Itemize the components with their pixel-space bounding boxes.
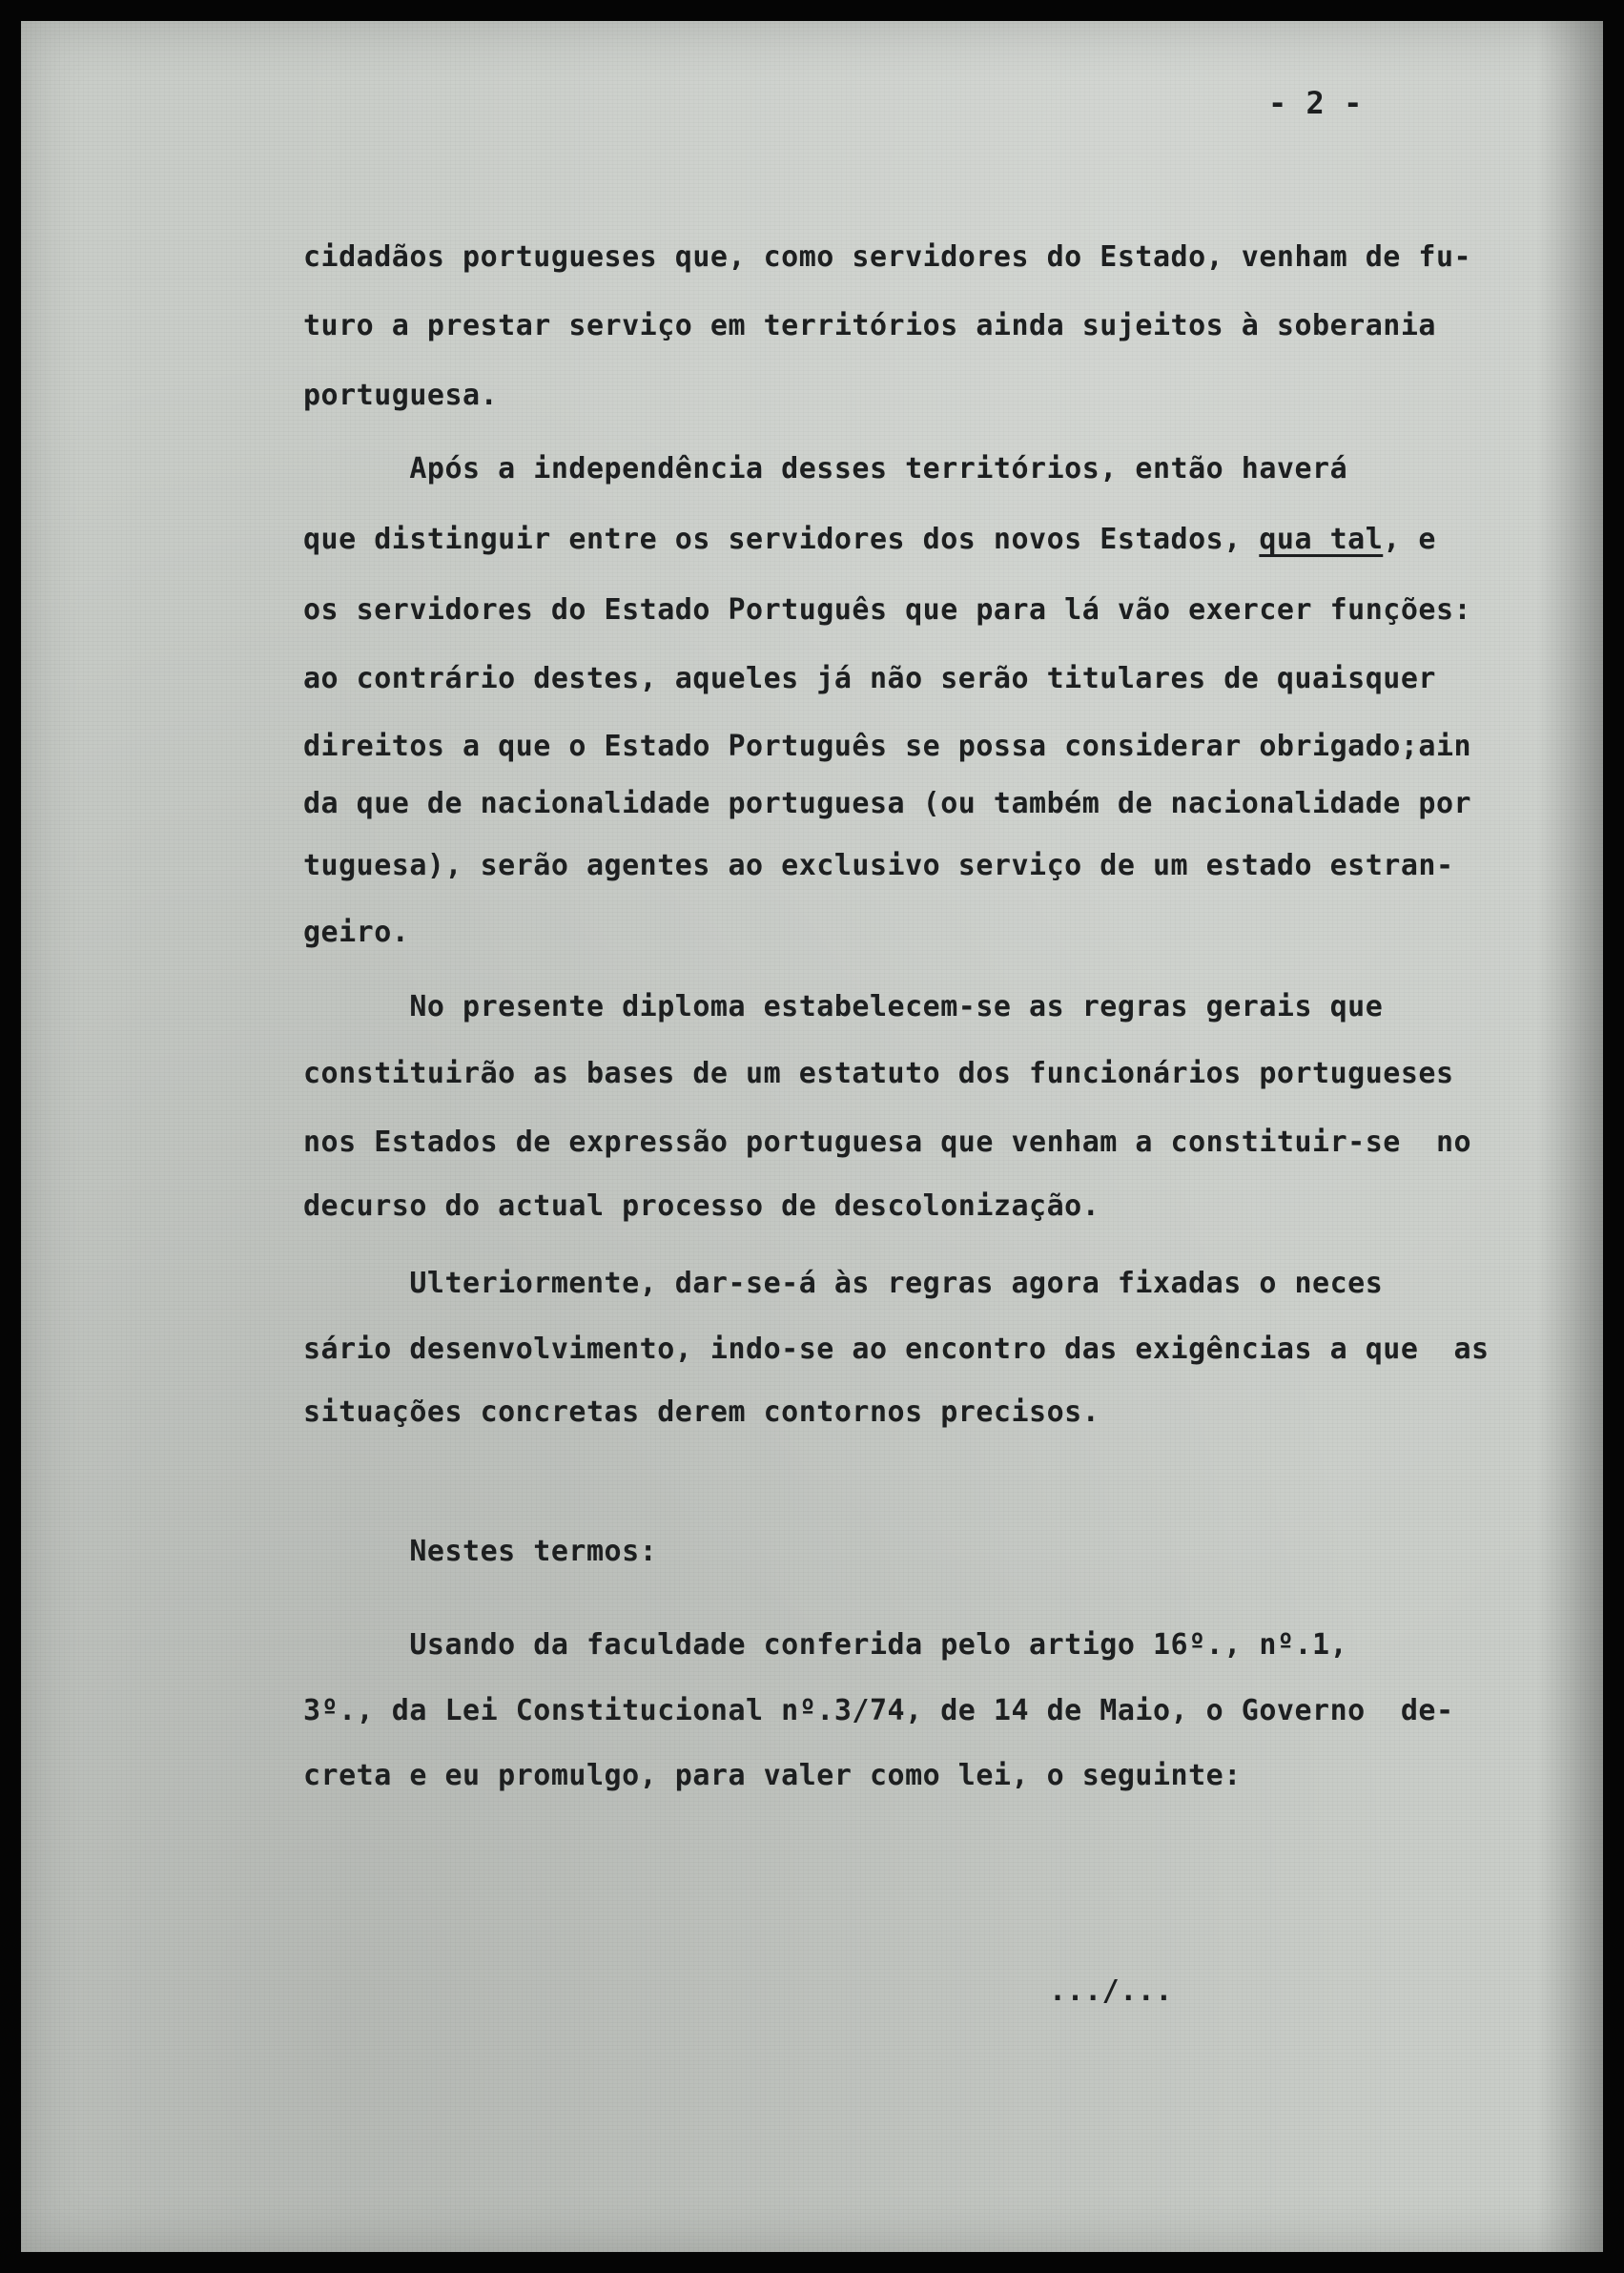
paragraph-2-line-8: geiro. <box>303 916 410 949</box>
paragraph-2-line-6: da que de nacionalidade portuguesa (ou também de nacionalidade por <box>303 787 1472 820</box>
paragraph-6-line-2: 3º., da Lei Constitucional nº.3/74, de 14 de Maio, o Governo de- <box>303 1694 1454 1727</box>
paragraph-2-line-4: ao contrário destes, aqueles já não serão titulares de quaisquer <box>303 662 1436 695</box>
paragraph-1-line-3: portuguesa. <box>303 379 499 412</box>
paragraph-4-line-2: sário desenvolvimento, indo-se ao encontro das exigências a que as <box>303 1333 1490 1366</box>
paragraph-2-line-5: direitos a que o Estado Português se possa considerar obrigado;ain <box>303 730 1472 763</box>
paragraph-2-line-7: tuguesa), serão agentes ao exclusivo serviço de um estado estran- <box>303 849 1454 882</box>
continuation-mark: .../... <box>1049 1974 1173 2008</box>
paragraph-3-line-2: constituirão as bases de um estatuto dos funcionários portugueses <box>303 1057 1454 1090</box>
paragraph-3-line-1: No presente diploma estabelecem-se as regras gerais que <box>303 990 1384 1023</box>
paragraph-1-line-1: cidadãos portugueses que, como servidores do Estado, venham de fu- <box>303 240 1472 274</box>
paragraph-4-line-3: situações concretas derem contornos precisos. <box>303 1395 1100 1429</box>
page-number: - 2 - <box>1268 85 1363 121</box>
paragraph-6-line-3: creta e eu promulgo, para valer como lei, o seguinte: <box>303 1759 1242 1792</box>
paragraph-4-line-1: Ulteriormente, dar-se-á às regras agora fixadas o neces <box>303 1267 1384 1300</box>
underlined-phrase: qua tal <box>1259 523 1384 556</box>
page-shadow-edge <box>1536 21 1603 2252</box>
paragraph-3-line-3: nos Estados de expressão portuguesa que venham a constituir-se no <box>303 1126 1472 1159</box>
paragraph-1-line-2: turo a prestar serviço em territórios ainda sujeitos à soberania <box>303 309 1436 342</box>
paragraph-2-line-2 <box>303 523 1436 556</box>
paragraph-6-line-1: Usando da faculdade conferida pelo artigo 16º., nº.1, <box>303 1628 1348 1662</box>
paragraph-3-line-4: decurso do actual processo de descolonização. <box>303 1189 1100 1223</box>
paragraph-2-line-3: os servidores do Estado Português que para lá vão exercer funções: <box>303 593 1472 627</box>
paragraph-5-line-1: Nestes termos: <box>303 1535 658 1568</box>
paragraph-2-line-2-text: que distinguir entre os servidores dos novos Estados, <box>303 523 1242 556</box>
paragraph-2-line-1: Após a independência desses territórios, então haverá <box>303 452 1348 486</box>
after-underline-text: , e <box>1383 523 1436 556</box>
